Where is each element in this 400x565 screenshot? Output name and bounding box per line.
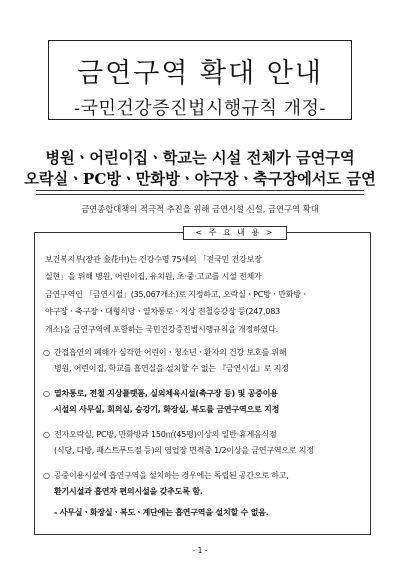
bullet-line: (식당, 다방, 패스트푸드점 등)의 영업장 면적중 1/2이상을 금연구역으로 지정 [54,446,314,455]
double-rule-divider [36,190,364,195]
page-title: 금연구역 확대 안내 [77,58,323,89]
summary-line: 금연종합대책의 적극적 추진을 위해 금연시설 신설, 금연구역 확대 [81,204,319,214]
main-content-box [34,228,371,535]
content-box-label: < 주 요 내 용 > [183,226,287,240]
page-subtitle: -국민건강증진법시행규칙 개정- [74,98,326,119]
list-item [43,386,363,418]
list-item [43,345,363,377]
intro-line: 금연구역인 「금연시설」(35,067개소)로 지정하고, 오락실ㆍPC방ㆍ만화방ㆍ [45,289,309,299]
list-item [43,427,363,459]
intro-line: 야구장ㆍ축구장ㆍ대형식당ㆍ열차통로ㆍ지상 전철승강장 등(247,083 [45,307,281,317]
bullet-list [43,345,363,530]
bullet-line: 환기시설과 흡연자 편의시설을 갖추도록 함. [54,487,203,496]
page-number: - 1 - [192,546,208,555]
intro-line: 실현」을 위해 병원, 어린이집, 유치원, 초·중·고교를 시설 전체가 [45,272,262,282]
bullet-line: 병원, 어린이집, 학교를 흡연실을 설치할 수 없는 『금연시설』로 지정 [54,364,289,373]
intro-line: 보건복지부(장관 金花中)는 건강수명 75세의 「전국민 건강보장 [45,255,262,264]
title-box [48,40,352,120]
list-item [43,468,363,500]
headline-line-1: 병원ㆍ어린이집ㆍ학교는 시설 전체가 금연구역 [45,149,355,167]
intro-paragraph [45,251,361,338]
circle-bullet-icon: ○ [43,348,50,357]
dash-note: - 사무실ㆍ화장실ㆍ복도ㆍ계단에는 흡연구역을 설치할 수 없음. [54,508,269,517]
headline-line-2: 오락실ㆍPC방ㆍ만화방ㆍ야구장ㆍ축구장에서도 금연 [24,170,376,188]
bullet-line: 전자오락실, PC방, 만화방과 150㎡(45평)이상의 일반·휴게음식점 [54,430,277,439]
intro-line: 개소)을 금연구역에 포함하는 국민건강증진법시행규칙을 개정하였다. [45,324,278,334]
circle-bullet-icon: ○ [43,471,50,480]
bullet-line: 공중이용시설에 흡연구역을 설치하는 경우에는 독립된 공간으로 하고, [54,471,289,480]
bullet-line: 시설의 사무실, 회의실, 승강기, 화장실, 복도를 금연구역으로 지정 [54,405,280,414]
bullet-line: 열차통로, 전철 지상플랫폼, 실외체육시설(축구장 등) 및 공중이용 [54,389,278,398]
circle-bullet-icon: ○ [43,389,50,398]
circle-bullet-icon: ○ [43,430,50,439]
bullet-line: 간접흡연의 폐해가 심각한 어린이ㆍ청소년ㆍ환자의 건강 보호를 위해 [54,348,287,357]
